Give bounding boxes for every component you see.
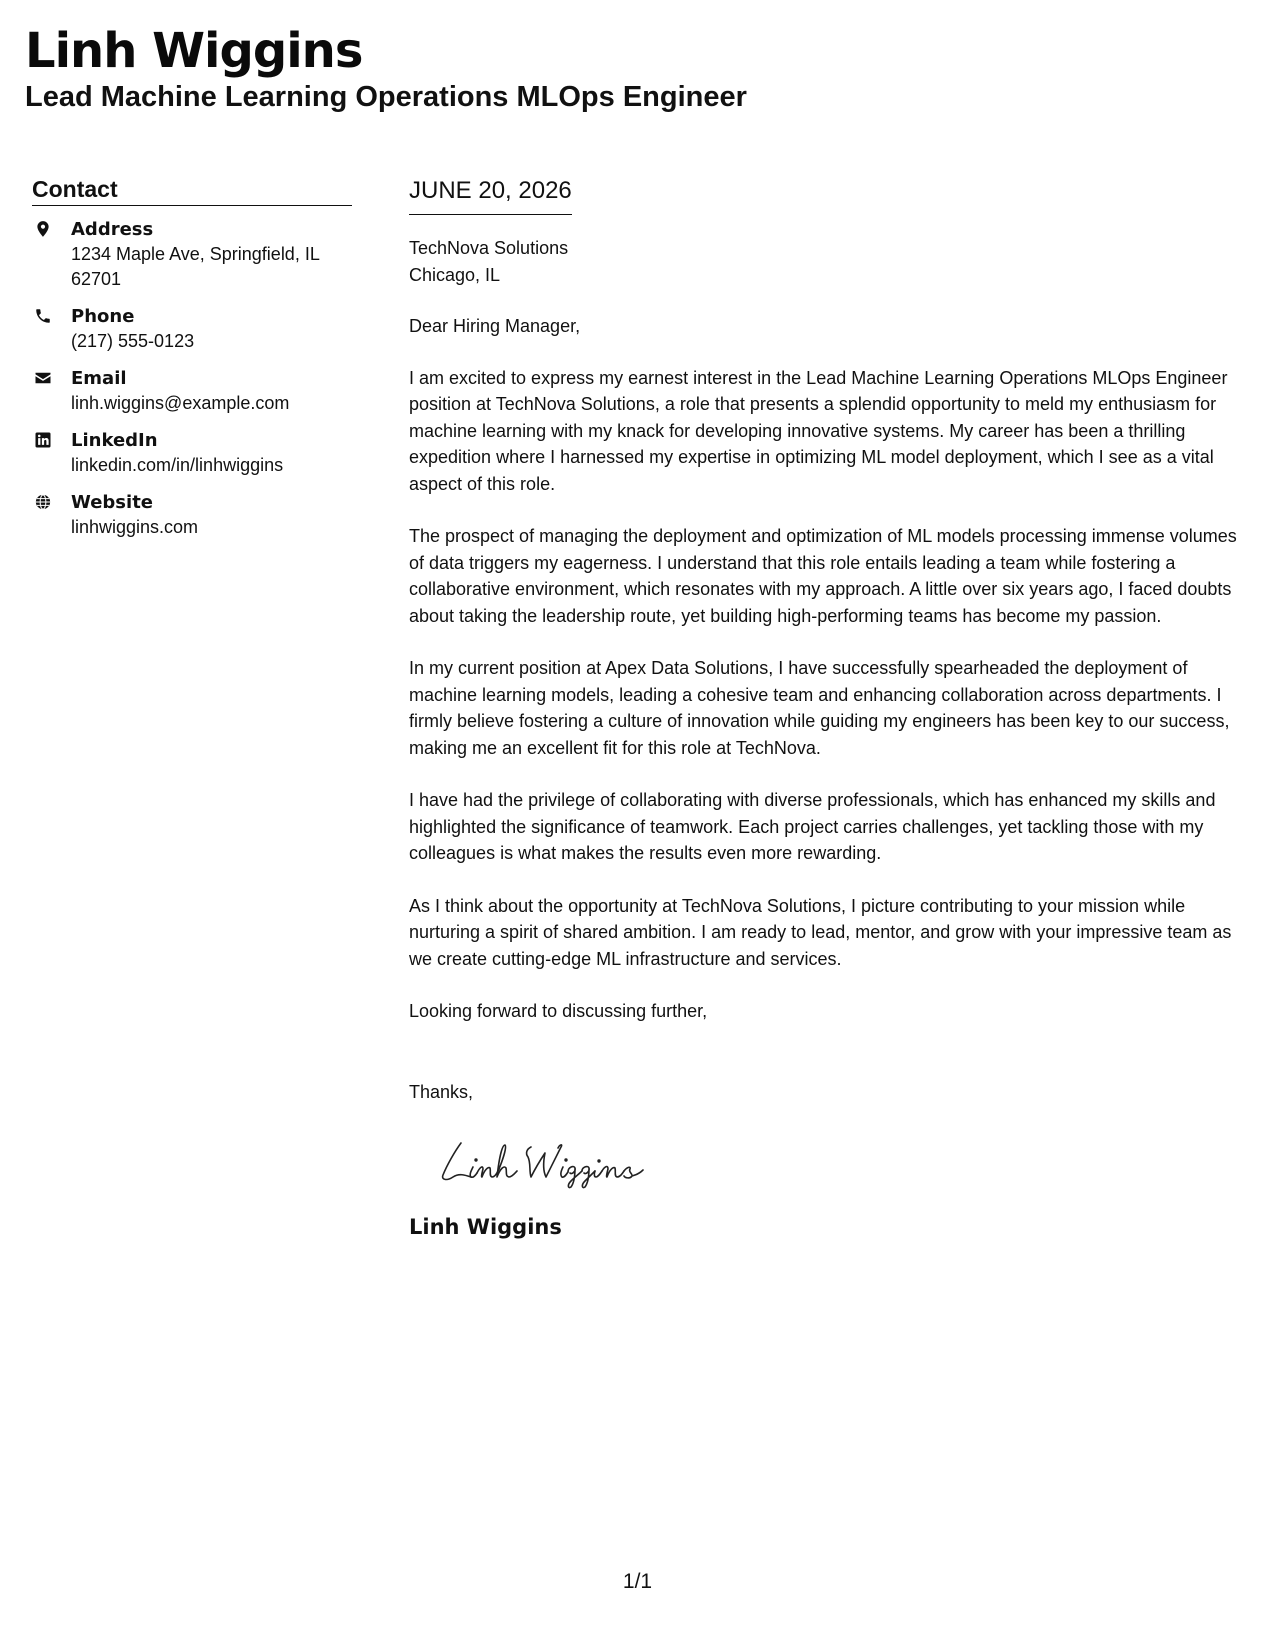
contact-label: Email: [71, 368, 127, 389]
signoff: Thanks,: [409, 1081, 474, 1102]
contact-value: (217) 555-0123: [71, 331, 195, 351]
linkedin-icon: [34, 431, 52, 449]
letter-paragraph: I have had the privilege of collaborating with diverse professionals, which has enhanced my skills and highlighted the significance of teamwork. Each project carries challenges, yet tackling those with my colleagues is what makes the results even more rewarding.: [409, 790, 1216, 863]
signed-name: Linh Wiggins: [409, 1215, 562, 1239]
job-title: Lead Machine Learning Operations MLOps Engineer: [25, 81, 747, 113]
contact-linkedin: [32, 429, 352, 478]
contact-label: Phone: [71, 306, 135, 327]
closing-line: Looking forward to discussing further,: [409, 1001, 708, 1021]
contact-value: linhwiggins.com: [71, 517, 199, 537]
salutation: Dear Hiring Manager,: [409, 316, 581, 336]
contact-address: [32, 218, 352, 292]
contact-email: [32, 367, 352, 416]
map-pin-icon: [34, 220, 52, 238]
applicant-name: Linh Wiggins: [25, 23, 363, 79]
contact-value: 1234 Maple Ave, Springfield, IL 62701: [71, 244, 320, 289]
contact-sidebar: [32, 175, 352, 553]
recipient-location: Chicago, IL: [409, 264, 501, 285]
contact-heading: Contact: [32, 175, 352, 206]
contact-value: linh.wiggins@example.com: [71, 393, 290, 413]
letter-paragraph: The prospect of managing the deployment and optimization of ML models processing immense volumes of data triggers my eagerness. I understand that this role entails leading a team while fostering a collaborative environment, which resonates with my approach. A little over six years ago, I faced doubts about taking the leadership route, yet building high-performing teams has become my passion.: [409, 526, 1237, 626]
globe-icon: [34, 493, 52, 511]
contact-label: Address: [71, 219, 154, 240]
contact-phone: [32, 305, 352, 354]
contact-label: LinkedIn: [71, 430, 158, 451]
recipient-block: [409, 235, 1255, 288]
envelope-icon: [34, 369, 52, 387]
letter-paragraph: In my current position at Apex Data Solutions, I have successfully spearheaded the deployment of machine learning models, leading a cohesive team and enhancing collaboration across departments. I firmly believe fostering a culture of innovation while guiding my engineers has been key to our success, making me an excellent fit for this role at TechNova.: [409, 658, 1230, 758]
recipient-company: TechNova Solutions: [409, 238, 569, 258]
phone-icon: [34, 307, 52, 325]
cover-letter-body: [409, 176, 1255, 1241]
letter-paragraph: As I think about the opportunity at TechNova Solutions, I picture contributing to your mission while nurturing a spirit of shared ambition. I am ready to lead, mentor, and grow with your impressive team as we create cutting-edge ML infrastructure and services.: [409, 895, 1232, 969]
handwritten-signature: [433, 1133, 653, 1189]
letter-date: JUNE 20, 2026: [409, 176, 572, 215]
contact-value: linkedin.com/in/linhwiggins: [71, 455, 284, 475]
page-number: 1/1: [622, 1570, 653, 1593]
contact-website: [32, 491, 352, 540]
page-header: [25, 22, 1225, 114]
contact-label: Website: [71, 492, 154, 513]
letter-paragraph: I am excited to express my earnest interest in the Lead Machine Learning Operations MLOps Engineer position at TechNova Solutions, a role that presents a splendid opportunity to meld my enthusiasm for machine learning with my knack for developing innovative systems. My career has been a thrilling expedition where I harnessed my expertise in optimizing ML model deployment, which I see as a vital aspect of this role.: [409, 367, 1228, 494]
